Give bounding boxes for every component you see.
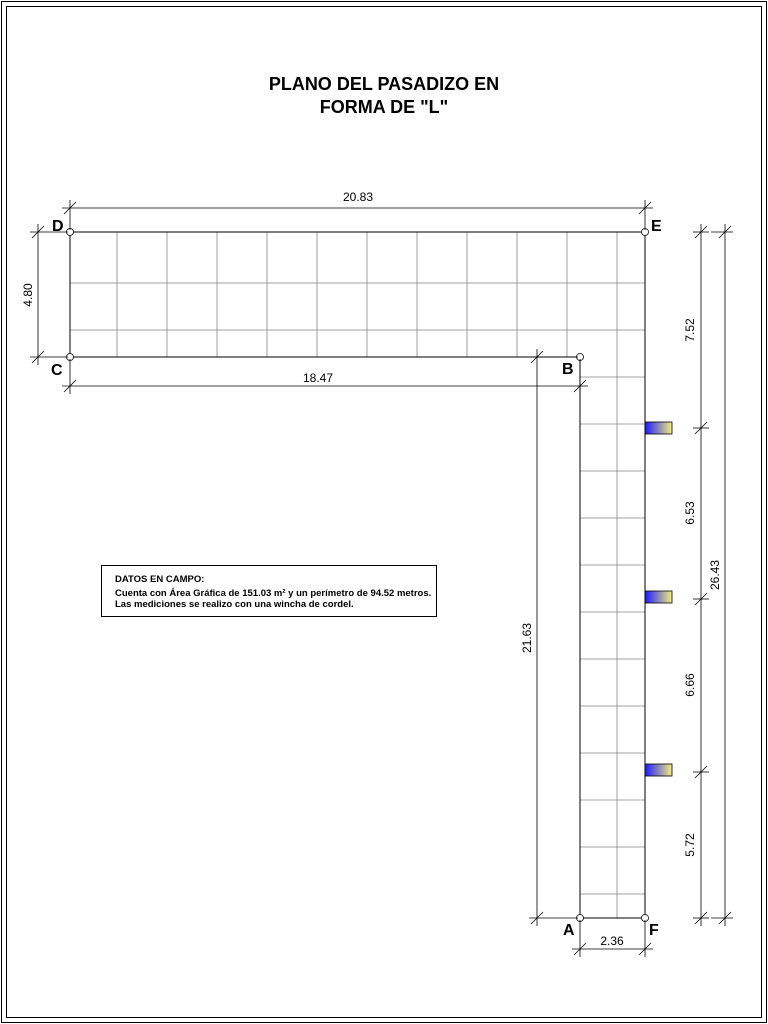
note-line-1: Cuenta con Área Gráfica de 151.03 m² y un perímetro de 94.52 metros. — [115, 588, 432, 599]
note-heading: DATOS EN CAMPO: — [115, 574, 205, 585]
plan-title-line-1: PLANO DEL PASADIZO EN — [268, 74, 500, 94]
field-data-note — [101, 565, 437, 617]
plan-title-line-2: FORMA DE "L" — [319, 97, 449, 117]
label-b: B — [562, 361, 574, 378]
dim-seg3: 6.66 — [683, 673, 697, 697]
marker-2 — [645, 591, 672, 603]
label-f: F — [649, 922, 659, 939]
dim-top-width: 20.83 — [342, 190, 374, 204]
sheet-border-inner — [7, 7, 762, 1018]
dim-total-height: 26.43 — [708, 559, 722, 591]
dim-bottom-width: 2.36 — [600, 934, 624, 948]
label-a: A — [563, 922, 575, 939]
label-c: C — [51, 362, 63, 379]
dim-seg1: 7.52 — [683, 318, 697, 342]
note-line-2: Las mediciones se realizo con una wincha de cordel. — [115, 599, 354, 610]
label-e: E — [651, 218, 662, 235]
dim-inner-width: 18.47 — [302, 371, 334, 385]
dim-seg4: 5.72 — [683, 833, 697, 857]
label-d: D — [52, 218, 64, 235]
dim-left-height: 4.80 — [21, 283, 35, 307]
marker-3 — [645, 764, 672, 776]
dim-inner-height: 21.63 — [520, 622, 534, 654]
marker-1 — [645, 422, 672, 434]
sheet-border-outer — [2, 2, 767, 1023]
dim-seg2: 6.53 — [683, 501, 697, 525]
